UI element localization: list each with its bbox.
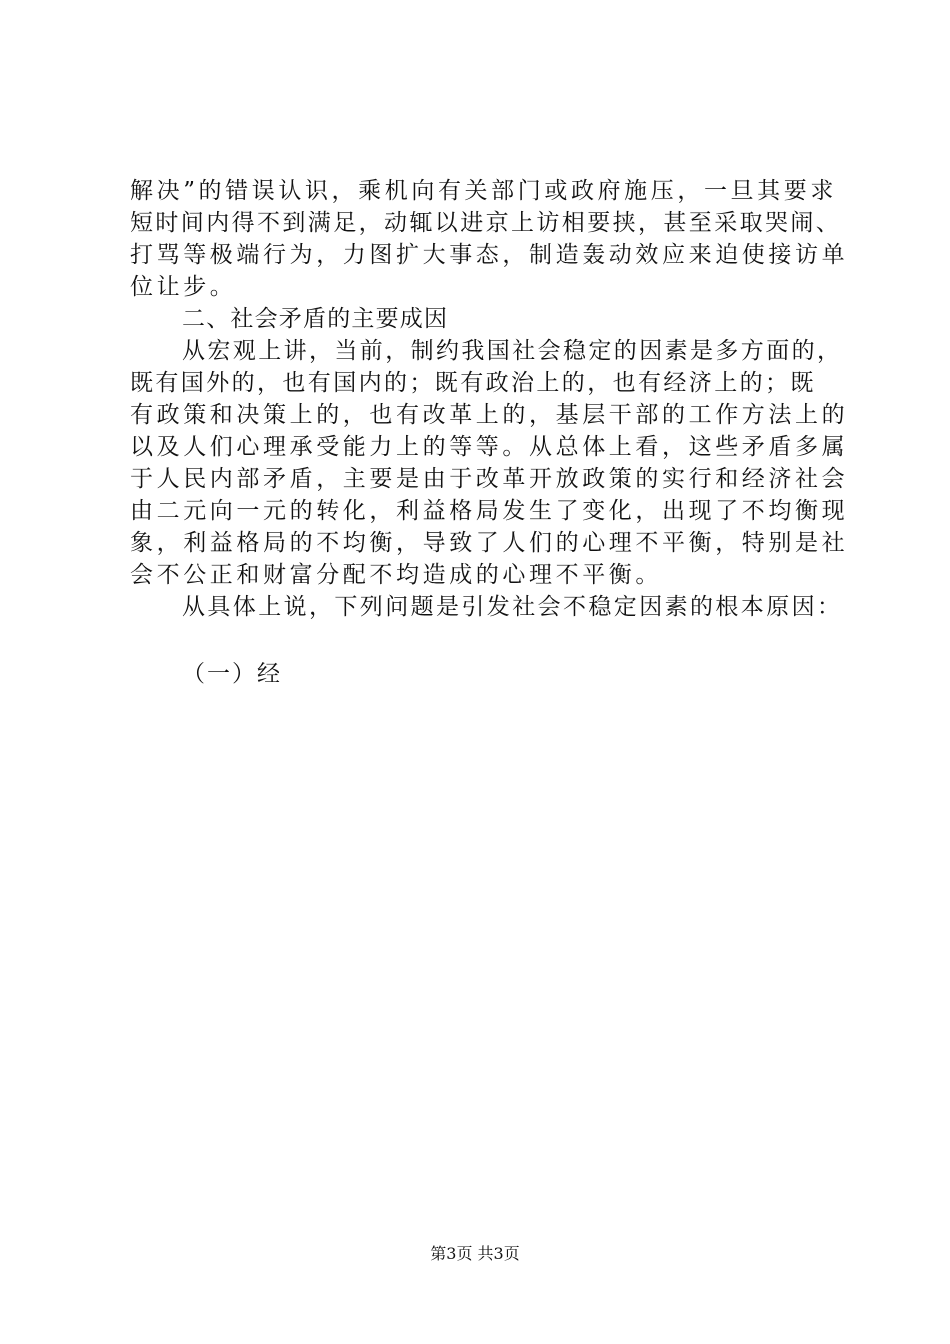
paragraph-line: 由二元向一元的转化，利益格局发生了变化，出现了不均衡现 <box>130 498 849 524</box>
paragraph-line: 短时间内得不到满足，动辄以进京上访相要挟，甚至采取哭闹、 <box>130 210 842 236</box>
paragraph-line: 解决”的错误认识，乘机向有关部门或政府施压，一旦其要求 <box>130 178 837 204</box>
paragraph-line: 既有国外的，也有国内的；既有政治上的，也有经济上的；既 <box>130 370 816 396</box>
section-heading: 二、社会矛盾的主要成因 <box>182 306 449 332</box>
paragraph-line: 以及人们心理承受能力上的等等。从总体上看，这些矛盾多属 <box>130 434 849 460</box>
paragraph-line: 于人民内部矛盾，主要是由于改革开放政策的实行和经济社会 <box>130 466 849 492</box>
paragraph-line: 象，利益格局的不均衡，导致了人们的心理不平衡，特别是社 <box>130 530 849 556</box>
paragraph-line: 从具体上说，下列问题是引发社会不稳定因素的根本原因： <box>182 594 843 620</box>
paragraph-line: 有政策和决策上的，也有改革上的，基层干部的工作方法上的 <box>130 402 849 428</box>
paragraph-line: 会不公正和财富分配不均造成的心理不平衡。 <box>130 562 662 588</box>
paragraph-line: 位让步。 <box>130 274 237 300</box>
paragraph-line: 从宏观上讲，当前，制约我国社会稳定的因素是多方面的， <box>182 338 843 364</box>
paragraph-line: 打骂等极端行为，力图扩大事态，制造轰动效应来迫使接访单 <box>130 242 849 268</box>
page-footer: 第3页 共3页 <box>430 1244 520 1263</box>
document-body <box>130 175 855 690</box>
subsection-heading: （一）经 <box>182 661 282 687</box>
